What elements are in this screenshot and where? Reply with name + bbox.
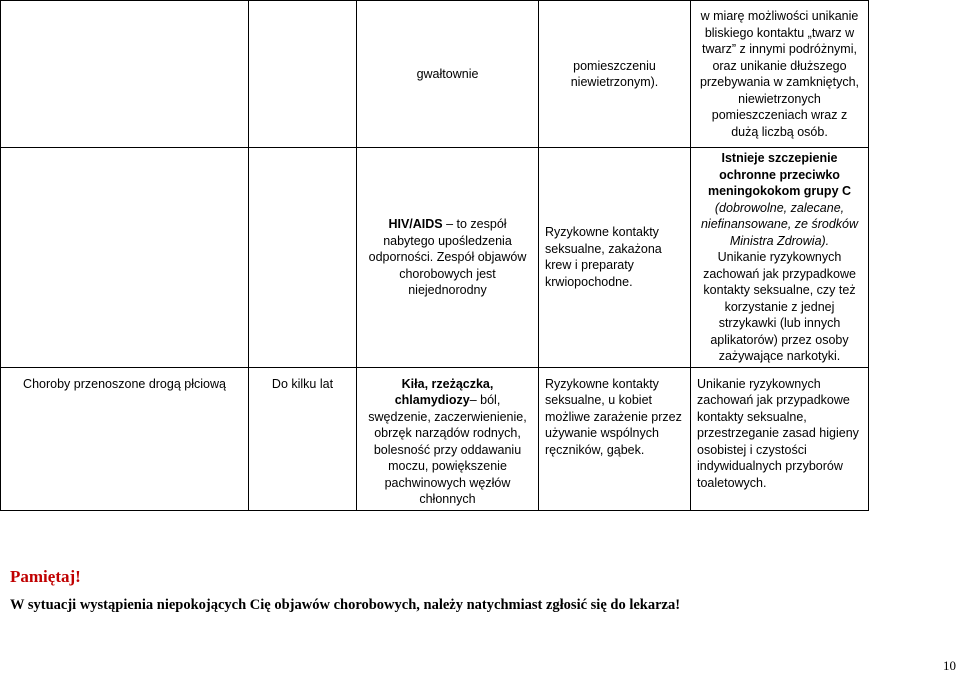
notice-title: Pamiętaj! (10, 567, 81, 586)
duration-cell: Do kilku lat (249, 367, 357, 510)
prevention-cell: w miarę możliwości unikanie bliskiego kontaktu „twarz w twarz” z innymi podróżnymi, oraz unikanie dłuższego przebywania w zamkniętych, niewietrzonych pomieszczeniach wraz z dużą liczbą osób. (691, 1, 869, 148)
transmission-cell: Ryzykowne kontakty seksualne, u kobiet możliwe zarażenie przez używanie wspólnych ręczników, gąbek. (539, 367, 691, 510)
transmission-cell: Ryzykowne kontakty seksualne, zakażona krew i preparaty krwiopochodne. (539, 148, 691, 368)
table-row (1, 1, 869, 148)
table-row (1, 148, 869, 368)
page-number: 10 (943, 658, 956, 673)
disease-group-cell (1, 1, 249, 148)
symptoms-cell (357, 367, 539, 510)
disease-description: – ból, swędzenie, zaczerwienienie, obrzęk narządów rodnych, bolesność przy oddawaniu moczu, powiększenie pachwinowych węzłów chłonnych (368, 393, 527, 506)
disease-group-cell (1, 148, 249, 368)
prevention-text: Unikanie ryzykownych zachowań jak przypadkowe kontakty seksualne, czy też korzystanie z jednej strzykawki (lub innych aplikatorów) przez osoby zażywające narkotyki. (703, 250, 856, 363)
disease-name: Kiła, rzeżączka, chlamydiozy (394, 376, 494, 407)
notice (10, 566, 680, 615)
disease-group-cell: Choroby przenoszone drogą płciową (1, 367, 249, 510)
prevention-cell: Unikanie ryzykownych zachowań jak przypadkowe kontakty seksualne, przestrzeganie zasad higieny osobistej i czystości indywidualnych przyborów toaletowych. (691, 367, 869, 510)
notice-text: W sytuacji wystąpienia niepokojących Cię objawów chorobowych, należy natychmiast zgłosić się do lekarza! (10, 597, 681, 613)
duration-cell (249, 1, 357, 148)
prevention-cell (691, 148, 869, 368)
symptoms-cell: gwałtownie (357, 1, 539, 148)
table-row (1, 367, 869, 510)
symptoms-cell (357, 148, 539, 368)
vaccine-note: Istnieje szczepienie ochronne przeciwko meningokokom grupy C (707, 151, 852, 198)
disease-name: HIV/AIDS (388, 217, 443, 231)
transmission-cell: pomieszczeniu niewietrzonym). (539, 1, 691, 148)
vaccine-note-details: (dobrowolne, zalecane, niefinansowane, ze środków Ministra Zdrowia). (700, 200, 859, 248)
duration-cell (249, 148, 357, 368)
disease-description: – to zespół nabytego upośledzenia odporności. Zespół objawów chorobowych jest niejednorodny (368, 217, 527, 297)
